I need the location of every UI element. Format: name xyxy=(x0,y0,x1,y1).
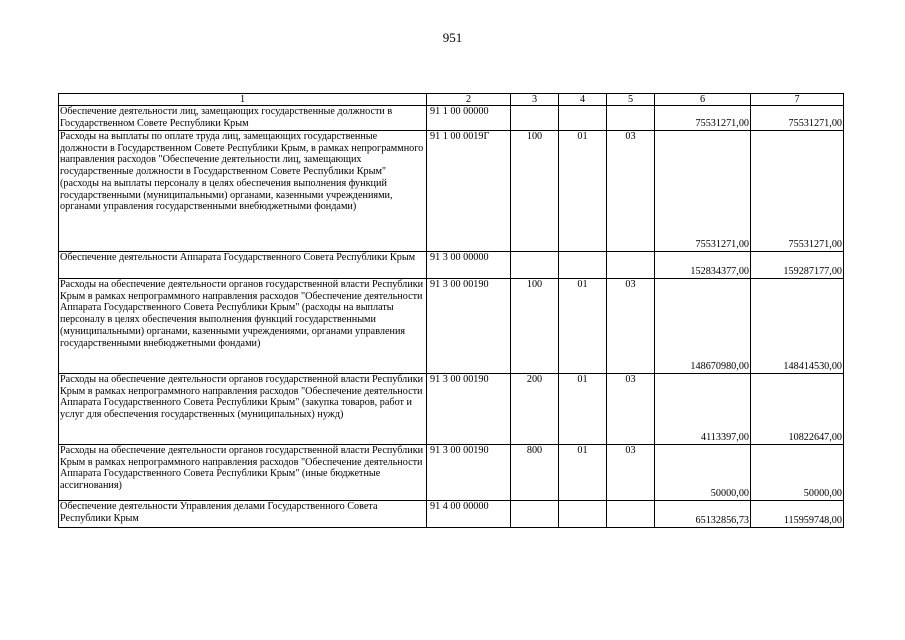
row-col4: 01 xyxy=(559,131,607,252)
page-number: 951 xyxy=(442,30,463,45)
table-header-row xyxy=(59,94,844,106)
row-name: Расходы на обеспечение деятельности органов государственной власти Республики Крым в рамках непрограммного направления расходов "Обеспечение деятельности Аппарата Государственного Совета Республики Крым" (расходы на выплаты персоналу в целях обеспечения выполнения функций государственными (муниципальными) органами, казенными учреждениями, органами управления государственными внебюджетными фондами) xyxy=(59,279,427,374)
row-col3 xyxy=(511,501,559,528)
row-name: Обеспечение деятельности Управления делами Государственного Совета Республики Крым xyxy=(59,501,427,528)
row-col4: 01 xyxy=(559,445,607,501)
budget-table xyxy=(58,93,844,528)
header-cell: 6 xyxy=(655,94,751,106)
header-cell: 7 xyxy=(751,94,844,106)
row-name: Обеспечение деятельности Аппарата Государственного Совета Республики Крым xyxy=(59,252,427,279)
row-code: 91 3 00 00190 xyxy=(427,445,511,501)
row-col3: 100 xyxy=(511,131,559,252)
row-col5: 03 xyxy=(607,131,655,252)
row-col3 xyxy=(511,106,559,131)
row-col4 xyxy=(559,501,607,528)
row-value-6: 75531271,00 xyxy=(655,106,751,131)
row-col5: 03 xyxy=(607,279,655,374)
table-row xyxy=(59,252,844,279)
row-value-7: 75531271,00 xyxy=(751,106,844,131)
table-row xyxy=(59,445,844,501)
row-value-6: 4113397,00 xyxy=(655,374,751,445)
table-row xyxy=(59,106,844,131)
row-col4: 01 xyxy=(559,374,607,445)
header-cell: 1 xyxy=(59,94,427,106)
row-code: 91 3 00 00000 xyxy=(427,252,511,279)
row-name: Обеспечение деятельности лиц, замещающих государственные должности в Государственном Совете Республики Крым xyxy=(59,106,427,131)
header-cell: 5 xyxy=(607,94,655,106)
row-col5 xyxy=(607,252,655,279)
row-value-6: 148670980,00 xyxy=(655,279,751,374)
row-code: 91 4 00 00000 xyxy=(427,501,511,528)
row-value-7: 148414530,00 xyxy=(751,279,844,374)
row-value-7: 75531271,00 xyxy=(751,131,844,252)
row-code: 91 3 00 00190 xyxy=(427,279,511,374)
row-code: 91 3 00 00190 xyxy=(427,374,511,445)
header-cell: 3 xyxy=(511,94,559,106)
table-row xyxy=(59,501,844,528)
row-col5 xyxy=(607,106,655,131)
row-col3: 200 xyxy=(511,374,559,445)
row-name: Расходы на выплаты по оплате труда лиц, замещающих государственные должности в Государственном Совете Республики Крым, в рамках непрограммного направления расходов "Обеспечение деятельности лиц, замещающих государственные должности в Государственном Совете Республики Крым" (расходы на выплаты персоналу в целях обеспечения выполнения функций государственными (муниципальными) органами, казенными учреждениями, органами управления государственными внебюджетными фондами) xyxy=(59,131,427,252)
row-code: 91 1 00 0019Г xyxy=(427,131,511,252)
row-code: 91 1 00 00000 xyxy=(427,106,511,131)
row-col5 xyxy=(607,501,655,528)
row-value-6: 50000,00 xyxy=(655,445,751,501)
row-value-6: 152834377,00 xyxy=(655,252,751,279)
row-value-7: 10822647,00 xyxy=(751,374,844,445)
row-name: Расходы на обеспечение деятельности органов государственной власти Республики Крым в рамках непрограммного направления расходов "Обеспечение деятельности Аппарата Государственного Совета Республики Крым" (закупка товаров, работ и услуг для обеспечения государственных (муниципальных) нужд) xyxy=(59,374,427,445)
row-col5: 03 xyxy=(607,374,655,445)
row-col5: 03 xyxy=(607,445,655,501)
row-value-6: 65132856,73 xyxy=(655,501,751,528)
row-col4 xyxy=(559,106,607,131)
row-col4 xyxy=(559,252,607,279)
row-name: Расходы на обеспечение деятельности органов государственной власти Республики Крым в рамках непрограммного направления расходов "Обеспечение деятельности Аппарата Государственного Совета Республики Крым" (иные бюджетные ассигнования) xyxy=(59,445,427,501)
row-value-6: 75531271,00 xyxy=(655,131,751,252)
row-col3: 100 xyxy=(511,279,559,374)
table-row xyxy=(59,374,844,445)
table-row xyxy=(59,131,844,252)
row-col3 xyxy=(511,252,559,279)
row-col3: 800 xyxy=(511,445,559,501)
header-cell: 4 xyxy=(559,94,607,106)
row-value-7: 50000,00 xyxy=(751,445,844,501)
table-row xyxy=(59,279,844,374)
row-col4: 01 xyxy=(559,279,607,374)
row-value-7: 115959748,00 xyxy=(751,501,844,528)
header-cell: 2 xyxy=(427,94,511,106)
row-value-7: 159287177,00 xyxy=(751,252,844,279)
